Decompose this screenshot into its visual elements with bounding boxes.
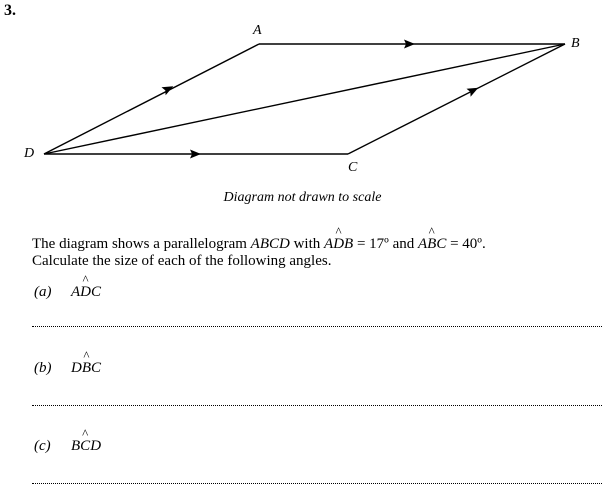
shape-name: ABCD (250, 236, 290, 252)
part-c-angle: B ^ CD (71, 426, 102, 454)
question-statement (32, 224, 486, 270)
answer-line-b[interactable] (32, 405, 602, 406)
statement-line-1 (32, 224, 486, 253)
parallel-arrow-cb (467, 84, 481, 97)
vertex-label-a: A (253, 23, 262, 38)
part-b-angle: D ^ BC (71, 348, 102, 376)
part-b-label: (b) (34, 360, 52, 376)
vertex-label-c: C (348, 160, 358, 175)
answer-line-c[interactable] (32, 483, 602, 484)
diagonal-db (44, 44, 565, 154)
part-c (34, 426, 102, 455)
part-a-angle: A ^ DC (71, 272, 102, 300)
statement-prefix: The diagram shows a parallelogram (32, 236, 251, 252)
statement-line-2: Calculate the size of each of the following angles. (32, 253, 332, 269)
side-cb (348, 44, 565, 154)
answer-line-a[interactable] (32, 326, 602, 327)
parallelogram-diagram (0, 0, 605, 200)
hat-mark: ^ (428, 224, 435, 239)
part-c-label: (c) (34, 438, 51, 454)
angle-adb-value: = 17º and (353, 236, 418, 252)
part-a (34, 272, 102, 301)
angle-abc-value: = 40º. (446, 236, 486, 252)
side-da (44, 44, 259, 154)
statement-with: with (289, 236, 325, 252)
part-b (34, 348, 102, 377)
hat-mark: ^ (335, 224, 342, 239)
vertex-label-b: B (571, 36, 580, 51)
diagram-caption: Diagram not drawn to scale (223, 190, 382, 205)
hat-mark: ^ (82, 272, 89, 287)
vertex-label-d: D (24, 146, 35, 161)
hat-mark: ^ (82, 426, 89, 441)
angle-adb: A ^ DB (324, 224, 354, 252)
question-number: 3. (4, 2, 16, 19)
angle-abc: A ^ BC (417, 224, 447, 252)
part-a-label: (a) (34, 284, 52, 300)
hat-mark: ^ (83, 348, 90, 363)
